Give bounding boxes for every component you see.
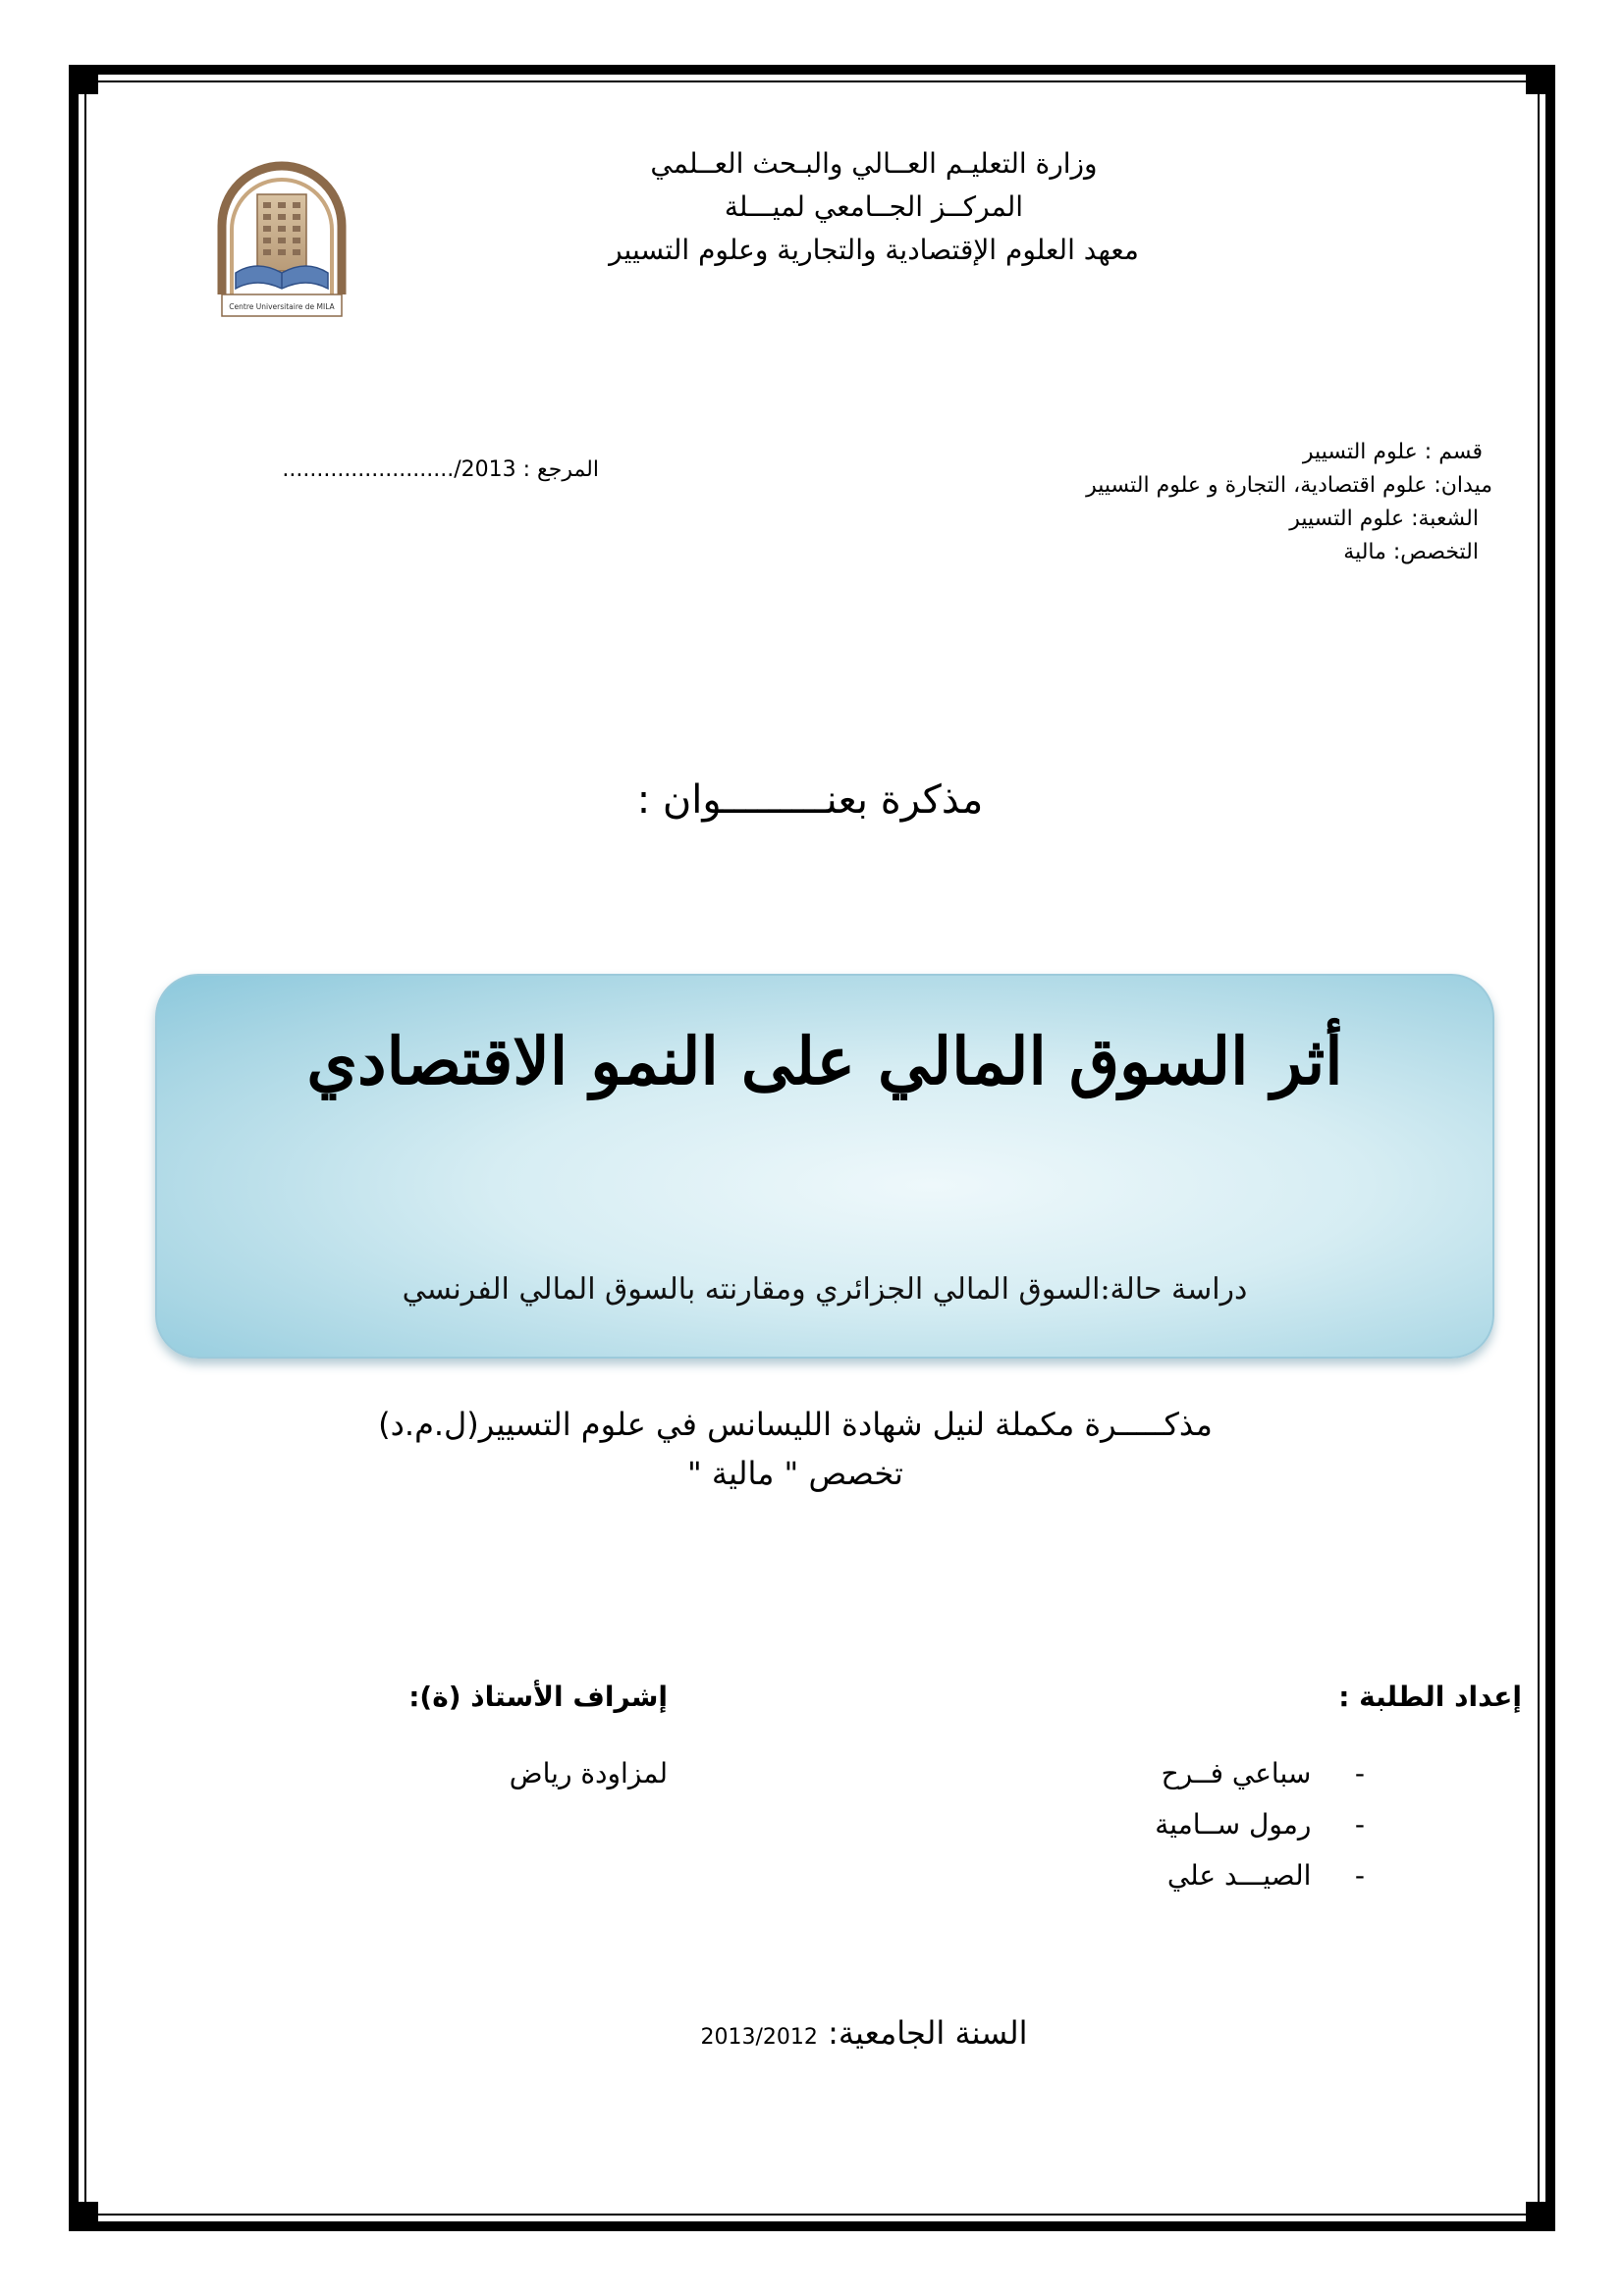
academic-info — [962, 436, 1492, 569]
department-line: قسم : علوم التسيير — [1302, 440, 1483, 464]
degree-statement: مذكـــــرة مكملة لنيل شهادة الليسانس في علوم التسيير(ل.م.د) — [378, 1406, 1213, 1443]
academic-year — [589, 2014, 1139, 2052]
student-item — [1031, 1859, 1365, 1892]
student-item — [1031, 1808, 1365, 1841]
logo-caption: Centre Universitaire de MILA — [229, 302, 335, 311]
bullet: - — [1354, 1808, 1365, 1841]
thesis-title-box — [155, 974, 1494, 1359]
supervisor-name: لمزاودة رياض — [509, 1757, 668, 1789]
branch-line: الشعبة: علوم التسيير — [1289, 507, 1479, 531]
students-heading: إعداد الطلبة : — [1338, 1681, 1522, 1713]
reference-label: المرجع : — [522, 457, 599, 482]
academic-year-label: السنة الجامعية: — [828, 2014, 1028, 2052]
reference-value: ........................./2013 — [282, 457, 516, 482]
student-name: رمول ســامية — [1155, 1808, 1312, 1841]
thesis-subtitle: دراسة حالة:السوق المالي الجزائري ومقارنته بالسوق المالي الفرنسي — [402, 1272, 1248, 1307]
thesis-title-label: مذكرة بعنـــــــــوان : — [636, 777, 984, 823]
thesis-title: أثر السوق المالي على النمو الاقتصادي — [306, 1023, 1343, 1099]
field-line: ميدان: علوم اقتصادية، التجارة و علوم التسيير — [1086, 473, 1492, 498]
student-item — [1031, 1757, 1365, 1789]
student-name: سباعي فــرح — [1161, 1757, 1312, 1789]
bullet: - — [1354, 1859, 1365, 1892]
border-corner — [69, 2202, 98, 2231]
academic-year-value: 2013/2012 — [700, 2025, 818, 2050]
institute-name: معهد العلوم الإقتصادية والتجارية وعلوم التسيير — [609, 234, 1139, 266]
supervisor-heading: إشراف الأستاذ (ة): — [408, 1681, 668, 1713]
border-corner — [69, 65, 98, 94]
border-corner — [1526, 2202, 1555, 2231]
specialty-statement: تخصص " مالية " — [687, 1455, 903, 1492]
university-center-name: المركــز الجــامعي لميـــلة — [724, 190, 1024, 223]
specialty-line: التخصص: مالية — [1343, 540, 1479, 564]
bullet: - — [1354, 1757, 1365, 1789]
student-name: الصيـــد علي — [1166, 1859, 1312, 1892]
border-corner — [1526, 65, 1555, 94]
university-logo — [208, 157, 355, 332]
ministry-name: وزارة التعليـم العــالي والبـحث العــلمي — [650, 147, 1098, 180]
reference-line — [255, 457, 599, 482]
